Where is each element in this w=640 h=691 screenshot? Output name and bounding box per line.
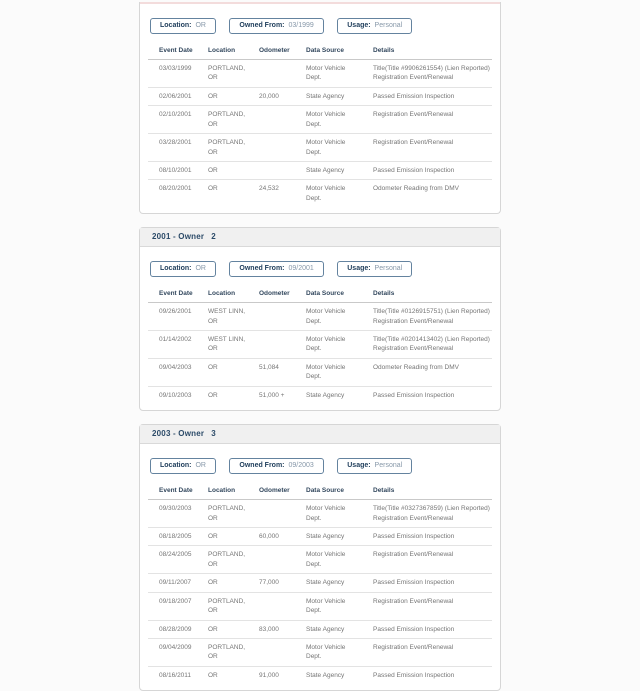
event-details-cell: [362, 106, 492, 134]
event-date-cell: 08/16/2011: [159, 671, 192, 679]
event-row: [148, 60, 492, 88]
events-table-header-row: [148, 286, 492, 303]
events-table: [148, 43, 492, 207]
event-odometer-cell: 91,000: [259, 671, 279, 679]
usage-chip-value: Personal: [374, 265, 403, 273]
location-chip-label: Location:: [160, 22, 192, 29]
details-line: Title(Title #0201413402) (Lien Reported): [373, 336, 490, 344]
event-odometer-cell: 20,000: [248, 87, 295, 105]
event-location-cell: OR: [197, 87, 248, 105]
owner-section-title: 2003 - Owner: [152, 429, 205, 439]
usage-chip-label: Usage:: [347, 22, 371, 29]
details-line: Registration Event/Renewal: [373, 317, 454, 325]
location-chip-value: OR: [195, 22, 206, 29]
details-line: Registration Event/Renewal: [373, 345, 454, 353]
event-date-cell: 03/28/2001: [148, 134, 197, 162]
event-details-cell: [362, 134, 492, 162]
event-row: [148, 303, 492, 331]
owned-from-chip-label: Owned From:: [239, 462, 285, 470]
column-header-location: Location: [197, 483, 248, 500]
details-line: Registration Event/Renewal: [373, 551, 454, 559]
event-odometer-cell: [248, 134, 295, 162]
event-source-cell: Motor Vehicle Dept.: [295, 358, 362, 386]
event-date-cell: 09/18/2007: [148, 592, 197, 620]
event-source-cell: Motor Vehicle Dept.: [295, 303, 362, 331]
event-row: [148, 161, 492, 179]
owned-from-chip-value: 09/2001: [288, 265, 314, 273]
event-date-cell: 09/26/2001: [148, 303, 197, 331]
events-table-body: [148, 500, 492, 685]
event-date-cell: 09/11/2007: [148, 574, 197, 592]
owner-number: 2: [211, 232, 216, 242]
event-source-cell: Motor Vehicle Dept.: [295, 592, 362, 620]
owned-from-chip-label: Owned From:: [239, 265, 285, 273]
owner-section-title: 2001 - Owner: [152, 232, 205, 242]
owned-from-chip-label: Owned From:: [239, 22, 285, 29]
owned-from-chip: [229, 18, 323, 34]
event-location-cell: PORTLAND, OR: [197, 592, 248, 620]
event-row: [148, 358, 492, 386]
event-row: [148, 620, 492, 638]
event-location-cell: PORTLAND, OR: [197, 134, 248, 162]
event-details-cell: [362, 60, 492, 88]
usage-chip: [337, 18, 412, 34]
event-details-cell: [362, 500, 492, 528]
event-date-cell: 08/18/2005: [148, 528, 197, 546]
column-header-data-source: Data Source: [295, 43, 362, 60]
owned-from-chip-value: 09/2003: [288, 462, 314, 470]
event-odometer-cell: 51,000 +: [259, 391, 285, 399]
event-row: [148, 546, 492, 574]
column-header-data-source: Data Source: [295, 286, 362, 303]
details-line: Registration Event/Renewal: [373, 597, 454, 605]
events-table: [148, 286, 492, 404]
event-odometer-cell: [248, 106, 295, 134]
event-row: [148, 180, 492, 207]
column-header-details: Details: [362, 483, 492, 500]
owned-from-chip: [229, 458, 323, 474]
event-row: [148, 134, 492, 162]
owned-from-chip-value: 03/1999: [288, 22, 314, 29]
details-line: Odometer Reading from DMV: [373, 363, 459, 371]
event-source-cell: Motor Vehicle Dept.: [295, 638, 362, 666]
event-odometer-cell: [248, 161, 295, 179]
event-details-cell: [362, 592, 492, 620]
event-date-cell: 01/14/2002: [148, 331, 197, 359]
location-chip-label: Location:: [160, 462, 192, 470]
event-source-cell: State Agency: [295, 574, 362, 592]
owner-section-card: [139, 2, 501, 214]
event-date-cell: 03/03/1999: [148, 60, 197, 88]
event-odometer-cell: [248, 303, 295, 331]
event-odometer-cell: 77,000: [248, 574, 295, 592]
event-source-cell: State Agency: [295, 87, 362, 105]
location-chip-value: OR: [195, 462, 206, 470]
event-source-cell: Motor Vehicle Dept.: [306, 185, 346, 202]
usage-chip-value: Personal: [374, 22, 403, 29]
column-header-odometer: Odometer: [248, 483, 295, 500]
event-details-cell: [362, 638, 492, 666]
usage-chip-value: Personal: [374, 462, 403, 470]
event-row: [148, 87, 492, 105]
event-odometer-cell: 60,000: [248, 528, 295, 546]
owner-number: 3: [211, 429, 216, 439]
event-odometer-cell: 83,000: [248, 620, 295, 638]
event-source-cell: State Agency: [295, 528, 362, 546]
event-location-cell: PORTLAND, OR: [197, 546, 248, 574]
event-details-cell: [362, 87, 492, 105]
event-location-cell: OR: [208, 671, 218, 679]
location-chip: [150, 18, 216, 34]
owner-section-body: [140, 4, 500, 213]
usage-chip-label: Usage:: [347, 265, 371, 273]
location-chip-value: OR: [195, 265, 206, 273]
event-source-cell: State Agency: [295, 620, 362, 638]
column-header-location: Location: [197, 43, 248, 60]
event-source-cell: Motor Vehicle Dept.: [295, 331, 362, 359]
column-header-details: Details: [362, 286, 492, 303]
event-date-cell: 09/04/2009: [148, 638, 197, 666]
event-row: [148, 500, 492, 528]
content-column: [139, 2, 501, 691]
event-date-cell: 08/10/2001: [148, 161, 197, 179]
event-source-cell: State Agency: [306, 391, 345, 399]
details-line: Passed Emission Inspection: [373, 166, 455, 174]
event-location-cell: WEST LINN, OR: [197, 331, 248, 359]
event-date-cell: 08/28/2009: [148, 620, 197, 638]
events-table: [148, 483, 492, 684]
event-date-cell: 09/04/2003: [148, 358, 197, 386]
details-line: Registration Event/Renewal: [373, 643, 454, 651]
event-source-cell: Motor Vehicle Dept.: [295, 134, 362, 162]
details-line: Passed Emission Inspection: [373, 533, 455, 541]
event-details-cell: [362, 331, 492, 359]
event-details-cell: [362, 666, 492, 684]
event-row: [148, 331, 492, 359]
event-date-cell: 09/10/2003: [159, 391, 192, 399]
events-table-header-row: [148, 483, 492, 500]
column-header-details: Details: [362, 43, 492, 60]
details-line: Title(Title #0327367859) (Lien Reported): [373, 505, 490, 513]
event-odometer-cell: [248, 546, 295, 574]
event-row: [148, 574, 492, 592]
details-line: Passed Emission Inspection: [373, 671, 455, 679]
event-odometer-cell: [248, 638, 295, 666]
event-source-cell: Motor Vehicle Dept.: [295, 500, 362, 528]
owner-section-card: [139, 424, 501, 691]
events-table-body: [148, 303, 492, 404]
column-header-data-source: Data Source: [295, 483, 362, 500]
event-details-cell: [362, 358, 492, 386]
details-line: Registration Event/Renewal: [373, 111, 454, 119]
event-location-cell: OR: [208, 391, 218, 399]
details-line: Odometer Reading from DMV: [373, 185, 459, 193]
owner-summary-chips: [148, 452, 492, 474]
event-location-cell: OR: [197, 620, 248, 638]
column-header-location: Location: [197, 286, 248, 303]
event-date-cell: 02/10/2001: [148, 106, 197, 134]
event-location-cell: OR: [197, 161, 248, 179]
usage-chip-label: Usage:: [347, 462, 371, 470]
event-details-cell: [362, 620, 492, 638]
owner-section-header: [140, 425, 500, 444]
event-location-cell: OR: [197, 528, 248, 546]
event-odometer-cell: [248, 60, 295, 88]
column-header-odometer: Odometer: [248, 43, 295, 60]
details-line: Passed Emission Inspection: [373, 391, 455, 399]
event-odometer-cell: [248, 500, 295, 528]
column-header-event-date: Event Date: [148, 43, 197, 60]
owned-from-chip: [229, 261, 323, 277]
usage-chip: [337, 458, 412, 474]
details-line: Registration Event/Renewal: [373, 139, 454, 147]
event-date-cell: 08/24/2005: [148, 546, 197, 574]
location-chip: [150, 458, 216, 474]
event-odometer-cell: [248, 592, 295, 620]
details-line: Title(Title #0126915751) (Lien Reported): [373, 308, 490, 316]
event-location-cell: OR: [197, 574, 248, 592]
events-table-header-row: [148, 43, 492, 60]
event-details-cell: [362, 546, 492, 574]
event-details-cell: [362, 386, 492, 404]
event-details-cell: [362, 161, 492, 179]
event-row: [148, 666, 492, 684]
event-location-cell: OR: [208, 185, 218, 193]
event-details-cell: [362, 303, 492, 331]
details-line: Passed Emission Inspection: [373, 579, 455, 587]
events-table-body: [148, 60, 492, 208]
event-source-cell: Motor Vehicle Dept.: [295, 546, 362, 574]
event-row: [148, 592, 492, 620]
event-row: [148, 386, 492, 404]
owner-section-body: [140, 444, 500, 690]
details-line: Registration Event/Renewal: [373, 74, 454, 82]
event-location-cell: PORTLAND, OR: [197, 106, 248, 134]
event-details-cell: [362, 180, 492, 207]
event-location-cell: PORTLAND, OR: [197, 60, 248, 88]
event-row: [148, 638, 492, 666]
event-source-cell: Motor Vehicle Dept.: [295, 60, 362, 88]
event-source-cell: State Agency: [306, 671, 345, 679]
details-line: Title(Title #9906261554) (Lien Reported): [373, 65, 490, 72]
event-date-cell: 09/30/2003: [148, 500, 197, 528]
event-source-cell: State Agency: [295, 161, 362, 179]
owner-summary-chips: [148, 255, 492, 277]
event-row: [148, 106, 492, 134]
event-location-cell: WEST LINN, OR: [197, 303, 248, 331]
location-chip-label: Location:: [160, 265, 192, 273]
event-location-cell: OR: [197, 358, 248, 386]
event-details-cell: [362, 528, 492, 546]
details-line: Passed Emission Inspection: [373, 625, 455, 633]
owner-section-card: [139, 227, 501, 411]
event-details-cell: [362, 574, 492, 592]
details-line: Registration Event/Renewal: [373, 514, 454, 522]
event-location-cell: PORTLAND, OR: [197, 500, 248, 528]
location-chip: [150, 261, 216, 277]
event-date-cell: 08/20/2001: [159, 185, 192, 193]
event-date-cell: 02/06/2001: [148, 87, 197, 105]
event-odometer-cell: 24,532: [259, 185, 279, 193]
event-odometer-cell: [248, 331, 295, 359]
column-header-odometer: Odometer: [248, 286, 295, 303]
event-source-cell: Motor Vehicle Dept.: [295, 106, 362, 134]
event-odometer-cell: 51,084: [248, 358, 295, 386]
details-line: Passed Emission Inspection: [373, 92, 455, 100]
owner-section-header: [140, 228, 500, 247]
event-row: [148, 528, 492, 546]
owner-summary-chips: [148, 12, 492, 34]
owner-section-body: [140, 247, 500, 410]
column-header-event-date: Event Date: [148, 483, 197, 500]
column-header-event-date: Event Date: [148, 286, 197, 303]
usage-chip: [337, 261, 412, 277]
event-location-cell: PORTLAND, OR: [197, 638, 248, 666]
